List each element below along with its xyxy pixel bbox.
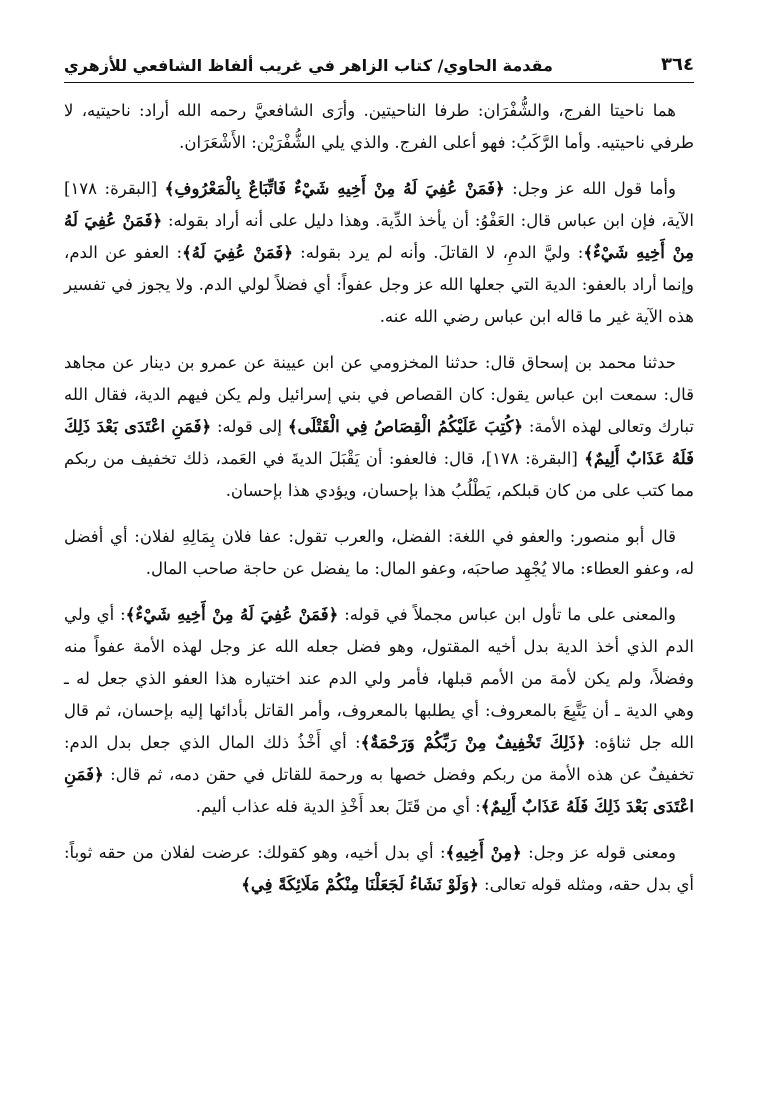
running-title: مقدمة الحاوي/ كتاب الزاهر في غريب ألفاظ الشافعي للأزهري (64, 56, 553, 75)
text-run: : وليَّ الدمِ، لا القاتلَ. وأنه لم يرد بقوله: (292, 243, 584, 262)
text-run: هما ناحيتا الفرج، والشُّفْرَان: طرفا الناحيتين. وأرَى الشافعيَّ رحمه الله أراد: ناحيتيه، لا طرفي ناحيتيه. وأما الرَّكَبُ: فهو أعلى الفرج. والذي يلي الشُّفْرَيْن: الأَشْعَرَان. (64, 101, 694, 152)
quran-verse: ﴿فَمَنْ عُفِيَ لَهُ مِنْ أَخِيهِ شَيْءٌ﴾ (64, 211, 694, 262)
page-number: ٣٦٤ (661, 54, 694, 75)
text-run: : أي أَخْذُ ذلك المال الذي جعل بدل الدم: تخفيفٌ عن هذه الأمة من ربكم وفضل خصها به ورحمة للقاتل في حقن دمه، ثم قال: (64, 733, 694, 784)
text-run: وأما قول الله عز وجل: (504, 179, 676, 198)
quran-verse: ﴿فَمَنْ عُفِيَ لَهُ مِنْ أَخِيهِ شَيْءٌ﴾ (125, 605, 339, 624)
page-body (64, 95, 694, 901)
text-run: ومعنى قوله عز وجل: (521, 843, 677, 862)
quran-verse: ﴿مِنْ أَخِيهِ﴾ (445, 843, 522, 862)
text-run: إلى قوله: (211, 417, 288, 436)
paragraph (64, 521, 694, 585)
text-run: : أي من قَتَلَ بعد أَخْذِ الدية فله عذاب أليم. (195, 797, 481, 816)
text-run: : أي ولي الدم الذي أخذ الدية بدل أخيه المقتول، وهو فضل جعله الله عز وجل لهذه الأمة عفواً منه وفضلاً، ولم يكن لأمة من الأمم قبلها، فأمر ولي الدم عند اختياره هذا العفو الذي جعل له ـ وهي الدية ـ أن يَتَّبِعَ بالمعروف: أي يطلبها بالمعروف، وأمر القاتل بأدائها إليه بإحسان، ثم قال الله جل ثناؤه: (64, 605, 694, 752)
quran-verse: ﴿فَمَنِ اعْتَدَى بَعْدَ ذَلِكَ فَلَهُ عَذَابٌ أَلِيمٌ﴾ (64, 417, 694, 468)
quran-verse: ﴿ذَلِكَ تَخْفِيفٌ مِنْ رَبِّكُمْ وَرَحْمَةٌ﴾ (360, 733, 586, 752)
paragraph (64, 347, 694, 507)
quran-verse: ﴿فَمَنْ عُفِيَ لَهُ﴾ (182, 243, 293, 262)
text-run: [البقرة: ١٧٨]، قال: فالعفو: أن يَقْبَلَ الديةَ في العَمد، ذلك تخفيف من ربكم مما كتب على من كان قبلكم، يَطْلُبُ هذا بإحسان، ويؤدي هذا بإحسان. (64, 449, 694, 500)
paragraph (64, 95, 694, 159)
text-run: قال أبو منصور: والعفو في اللغة: الفضل، والعرب تقول: عفا فلان بِمَالِهِ لفلان: أي أفضل له، وعفو العطاء: مالا يُجْهِد صاحبَه، وعفو المال: ما يفضل عن حاجة صاحب المال. (64, 527, 694, 578)
quran-verse: ﴿كُتِبَ عَلَيْكُمُ الْقِصَاصُ فِي الْقَتْلَى﴾ (287, 417, 523, 436)
paragraph (64, 173, 694, 333)
text-run: : أي بدل أخيه، وهو كقولك: عرضت لفلان من حقه ثوباً: أي بدل حقه، ومثله قوله تعالى: (64, 843, 694, 894)
quran-verse: ﴿فَمَنْ عُفِيَ لَهُ مِنْ أَخِيهِ شَيْءٌ فَاتِّبَاعٌ بِالْمَعْرُوفِ﴾ (164, 179, 505, 198)
quran-verse: ﴿وَلَوْ نَشَاءُ لَجَعَلْنَا مِنْكُمْ مَلَائِكَةً فِي﴾ (241, 875, 479, 894)
text-run: والمعنى على ما تأول ابن عباس مجملاً في قوله: (338, 605, 676, 624)
page-header (64, 52, 694, 83)
text-run: حدثنا محمد بن إسحاق قال: حدثنا المخزومي عن ابن عيينة عن عمرو بن دينار عن مجاهد قال: سمعت ابن عباس يقول: كان القصاص في بني إسرائيل ولم يكن فيهم الدية، فقال الله تبارك وتعالى لهذه الأمة: (64, 353, 694, 436)
text-run: : العفو عن الدم، وإنما أراد بالعفو: الدية التي جعلها الله عز وجل عفواً: أي فضلاً لولي الدم. ولا يجوز في تفسير هذه الآية غير ما قاله ابن عباس رضي الله عنه. (64, 243, 694, 326)
paragraph (64, 599, 694, 823)
quran-verse: ﴿فَمَنِ اعْتَدَى بَعْدَ ذَلِكَ فَلَهُ عَذَابٌ أَلِيمٌ﴾ (64, 765, 694, 816)
paragraph (64, 837, 694, 901)
text-run: [البقرة: ١٧٨] الآية، فإن ابن عباس قال: العَفْوُ: أن يأخذ الدِّية. وهذا دليل على أنه أراد بقوله: (64, 179, 694, 230)
